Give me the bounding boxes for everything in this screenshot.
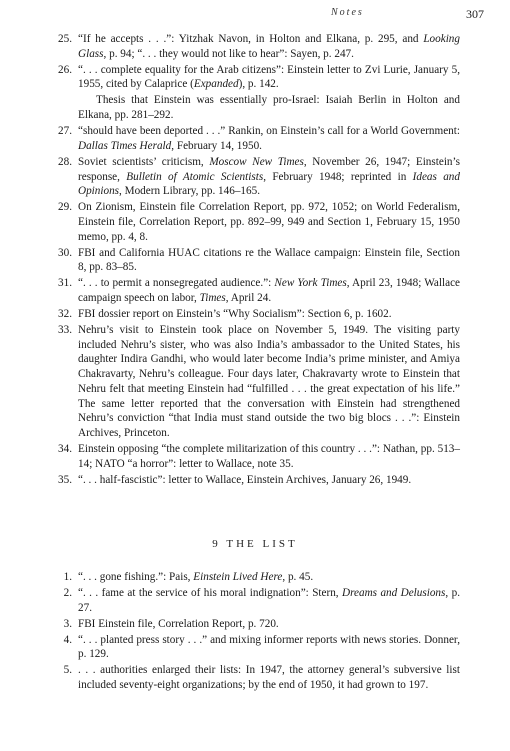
note-text: “. . . complete equality for the Arab citizens”: Einstein letter to Zvi Lurie, January 5, 1955, cited by Calaprice (	[78, 63, 460, 91]
note-italic-text: Ideas and Opinions	[78, 170, 460, 198]
note-text: “should have been deported . . .” Rankin, on Einstein’s call for a World Government:	[78, 125, 460, 138]
note-text: . . . authorities enlarged their lists: In 1947, the attorney general’s subversive list included seventy-eight organizations; by the end of 1950, it had grown to 197.	[78, 664, 460, 692]
note-text: , p. 45.	[282, 571, 314, 583]
note-text: “. . . fame at the service of his moral indignation”: Stern,	[78, 587, 343, 599]
note-item	[48, 586, 460, 615]
note-item	[48, 307, 460, 322]
note-text: Soviet scientists’ criticism,	[78, 155, 210, 168]
note-item	[48, 663, 460, 692]
note-text: Thesis that Einstein was essentially pro-Israel: Isaiah Berlin in Holton and Elkana, pp. 281–292.	[78, 94, 460, 122]
note-text: , April 24.	[225, 292, 272, 305]
note-item	[48, 124, 460, 153]
note-item	[48, 155, 460, 199]
note-italic-text: Bulletin of Atomic Scientists	[126, 170, 264, 183]
note-item	[48, 63, 460, 92]
note-text: Einstein opposing “the complete militarization of this country . . .”: Nathan, pp. 513–14; NATO “a horror”: letter to Wallace, note 35.	[78, 442, 460, 470]
note-italic-text: New York Times	[274, 277, 347, 290]
note-text: , Modern Library, pp. 146–165.	[119, 185, 260, 198]
note-text: On Zionism, Einstein file Correlation Report, pp. 972, 1052; on World Federalism, Einstein file, Correlation Report, pp. 892–99, 949 and Section 1, February 15, 1950 memo, pp. 4, 8.	[78, 201, 460, 243]
notes-list-previous-chapter	[48, 32, 460, 489]
note-number: 35.	[58, 473, 72, 486]
note-item	[48, 633, 460, 662]
note-item	[48, 246, 460, 275]
note-number: 4.	[63, 633, 72, 646]
note-italic-text: Moscow New Times	[209, 155, 304, 168]
note-text: FBI Einstein file, Correlation Report, p. 720.	[78, 617, 279, 630]
note-number: 27.	[58, 125, 72, 138]
chapter-heading: 9 THE LIST	[212, 538, 298, 550]
page-number: 307	[466, 7, 484, 21]
note-number: 31.	[58, 277, 72, 290]
note-text: ), p. 142.	[238, 78, 279, 91]
note-text: “. . . planted press story . . .” and mixing informer reports with news stories. Donner, p. 129.	[78, 633, 460, 661]
note-number: 30.	[58, 246, 72, 259]
note-text: Nehru’s visit to Einstein took place on November 5, 1949. The visiting party included Nehru’s sister, who was also India’s ambassador to the United States, his daughter Indira Gandhi, who would later become India’s prime minister, and Amiya Chakravarty, Nehru’s colleague. Four days later, Chakravarty wrote to Einstein that Nehru felt that meeting Einstein had “fulfilled . . . the great expectation of his life.” The same letter reported that the conversation with Einstein had strengthened Nehru’s conviction “that India must stand outside the two big blocs . . .”: Einstein Archives, Princeton.	[78, 324, 460, 439]
page-header	[0, 7, 510, 25]
note-italic-text: Looking Glass	[78, 33, 460, 60]
note-number: 1.	[63, 571, 72, 583]
note-item	[48, 276, 460, 305]
note-text: FBI and California HUAC citations re the Wallace campaign: Einstein file, Section 8, pp. 83–85.	[78, 246, 460, 274]
note-text: , February 14, 1950.	[171, 139, 262, 152]
note-number: 5.	[63, 664, 72, 677]
note-item	[48, 200, 460, 244]
note-text: “. . . to permit a nonsegregated audience.”:	[78, 277, 275, 290]
note-text: FBI dossier report on Einstein’s “Why Socialism”: Section 6, p. 1602.	[78, 308, 392, 321]
note-text: , February 1948; reprinted in	[263, 170, 413, 183]
note-number: 3.	[63, 617, 72, 630]
note-text: , April 23, 1948; Wallace campaign speech on labor,	[78, 277, 460, 305]
note-continuation	[48, 93, 460, 122]
note-item	[48, 473, 460, 488]
note-italic-text: Einstein Lived Here	[193, 571, 283, 583]
note-item	[48, 323, 460, 441]
note-text: , p. 27.	[78, 587, 460, 614]
note-number: 32.	[58, 308, 72, 321]
note-number: 26.	[58, 63, 72, 76]
note-text: , November 26, 1947; Einstein’s response,	[78, 155, 460, 183]
note-number: 28.	[58, 155, 72, 168]
note-italic-text: Times	[199, 292, 226, 305]
note-number: 34.	[58, 442, 72, 455]
note-item	[48, 570, 460, 585]
running-head: Notes	[331, 7, 364, 18]
note-number: 29.	[58, 201, 72, 214]
note-number: 33.	[58, 324, 72, 337]
note-text: “. . . gone fishing.”: Pais,	[78, 571, 194, 583]
note-text: “If he accepts . . .”: Yitzhak Navon, in Holton and Elkana, p. 295, and	[78, 33, 424, 45]
notes-list-chapter-9	[48, 570, 460, 694]
note-italic-text: Dallas Times Herald	[78, 139, 172, 152]
note-item	[48, 617, 460, 632]
note-number: 25.	[58, 33, 72, 45]
note-number: 2.	[63, 587, 72, 599]
note-item	[48, 32, 460, 61]
note-item	[48, 442, 460, 471]
note-text: “. . . half-fascistic”: letter to Wallace, Einstein Archives, January 26, 1949.	[78, 473, 412, 486]
note-text: , p. 94; “. . . they would not like to hear”: Sayen, p. 247.	[103, 47, 354, 60]
note-italic-text: Expanded	[193, 78, 239, 91]
note-italic-text: Dreams and Delusions	[342, 587, 446, 599]
